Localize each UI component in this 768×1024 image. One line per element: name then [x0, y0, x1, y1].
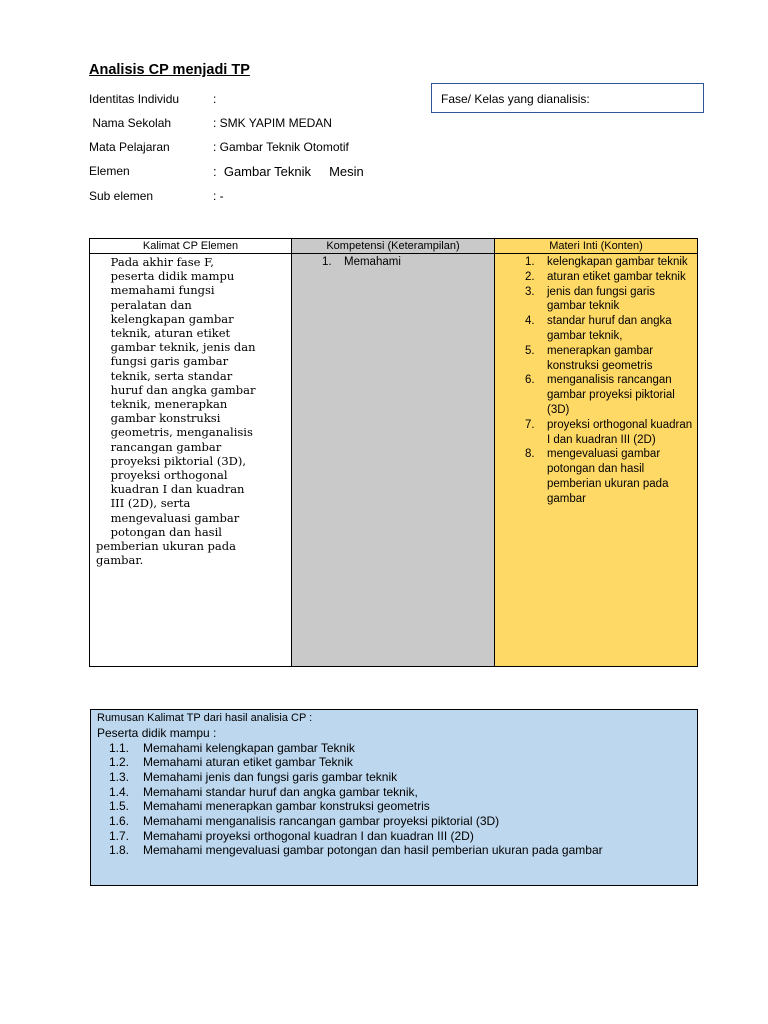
list-item-text: kelengkapan gambar teknik	[547, 256, 688, 268]
table-row	[90, 254, 698, 667]
list-item-text: mengevaluasi gambar potongan dan hasil pemberian ukuran pada gambar	[547, 448, 669, 505]
list-item-text: menerapkan gambar konstruksi geometris	[547, 344, 654, 372]
list-item-text: menganalisis rancangan gambar proyeksi piktorial (3D)	[547, 374, 675, 416]
list-item-text: aturan etiket gambar teknik	[547, 270, 686, 283]
list-item-number: 1.6.	[109, 814, 130, 829]
list-item-text: Memahami mengevaluasi gambar potongan dan hasil pemberian ukuran pada gambar	[143, 843, 603, 858]
list-item-number: 1.1.	[109, 740, 130, 755]
list-item	[97, 843, 691, 858]
identity-label: Identitas Individu	[89, 92, 180, 106]
list-item-text: Memahami jenis dan fungsi garis gambar teknik	[143, 769, 398, 784]
tp-subheading: Peserta didik mampu :	[97, 725, 217, 740]
identity-value: :	[213, 92, 217, 106]
list-item-number: 7.	[525, 418, 535, 431]
kompetensi-list	[292, 254, 494, 270]
identity-label: Nama Sekolah	[89, 116, 172, 130]
list-item	[495, 255, 697, 270]
list-item-text: jenis dan fungsi garis gambar teknik	[547, 285, 656, 313]
list-item-number: 1.5.	[109, 799, 130, 814]
list-item-number: 1.	[525, 256, 535, 268]
list-item-text: Memahami	[344, 256, 401, 268]
list-item-number: 4.	[525, 315, 535, 328]
identity-label: Sub elemen	[89, 189, 154, 203]
list-item	[495, 418, 697, 448]
list-item-number: 1.2.	[109, 755, 130, 770]
list-item-number: 1.3.	[109, 769, 130, 784]
list-item	[97, 799, 691, 814]
header-kompetensi: Kompetensi (Keterampilan)	[292, 239, 495, 254]
list-item-text: Memahami menerapkan gambar konstruksi geometris	[143, 799, 430, 814]
list-item	[495, 447, 697, 506]
identity-label: Elemen	[89, 164, 130, 178]
identity-value: : -	[213, 189, 224, 203]
list-item-text: standar huruf dan angka gambar teknik,	[547, 315, 672, 342]
list-item-text: Memahami aturan etiket gambar Teknik	[143, 755, 353, 770]
list-item	[97, 814, 691, 829]
list-item-text: Memahami menganalisis rancangan gambar proyeksi piktorial (3D)	[143, 814, 500, 829]
list-item-text: Memahami standar huruf dan angka gambar teknik,	[143, 784, 418, 799]
identity-label: Mata Pelajaran	[89, 140, 170, 154]
list-item-text: Memahami proyeksi orthogonal kuadran I dan kuadran III (2D)	[143, 828, 474, 843]
list-item	[292, 255, 494, 270]
materi-list	[495, 254, 697, 507]
header-kalimat-cp: Kalimat CP Elemen	[90, 239, 292, 254]
cell-kalimat-cp	[90, 254, 292, 667]
list-item	[97, 741, 691, 756]
tp-heading: Rumusan Kalimat TP dari hasil analisia CP :	[97, 712, 313, 724]
table-header-row	[90, 239, 698, 254]
list-item	[495, 270, 697, 285]
identity-value: : SMK YAPIM MEDAN	[213, 116, 332, 130]
identity-value: : Gambar Teknik Mesin	[213, 164, 364, 179]
list-item-number: 3.	[525, 285, 535, 298]
list-item	[97, 755, 691, 770]
list-item-number: 1.4.	[109, 784, 130, 799]
list-item-number: 2.	[525, 270, 535, 283]
fase-box: Fase/ Kelas yang dianalisis:	[431, 83, 704, 113]
tp-box	[90, 709, 698, 886]
tp-list	[97, 741, 691, 859]
list-item-number: 1.7.	[109, 828, 130, 843]
list-item	[495, 373, 697, 417]
list-item	[97, 829, 691, 844]
document-title: Analisis CP menjadi TP	[89, 62, 250, 78]
cp-analysis-table	[89, 238, 698, 667]
list-item	[495, 344, 697, 374]
cp-text: Pada akhir fase F, peserta didik mampu memahami fungsi peralatan dan kelengkapan gambar teknik, aturan etiket gambar teknik, jenis dan fungsi garis gambar teknik, serta standar huruf dan angka gambar teknik, menerapkan gambar konstruksi geometris, menganalisis rancangan gambar proyeksi piktorial (3D), proyeksi orthogonal kuadran I dan kuadran III (2D), serta mengevaluasi gambar potongan dan hasil pemberian ukuran pada gambar.	[96, 255, 256, 568]
header-materi: Materi Inti (Konten)	[495, 239, 698, 254]
list-item-number: 8.	[525, 448, 535, 461]
list-item	[495, 285, 697, 315]
list-item-text: Memahami kelengkapan gambar Teknik	[143, 740, 355, 755]
list-item	[97, 770, 691, 785]
list-item-number: 1.8.	[109, 843, 130, 858]
cell-materi	[495, 254, 698, 667]
list-item	[495, 314, 697, 344]
list-item-text: proyeksi orthogonal kuadran I dan kuadran III (2D)	[547, 418, 693, 446]
list-item-number: 1.	[322, 256, 332, 268]
list-item	[97, 785, 691, 800]
identity-value: : Gambar Teknik Otomotif	[213, 140, 349, 154]
cell-kompetensi	[292, 254, 495, 667]
list-item-number: 5.	[525, 344, 535, 357]
list-item-number: 6.	[525, 374, 535, 387]
